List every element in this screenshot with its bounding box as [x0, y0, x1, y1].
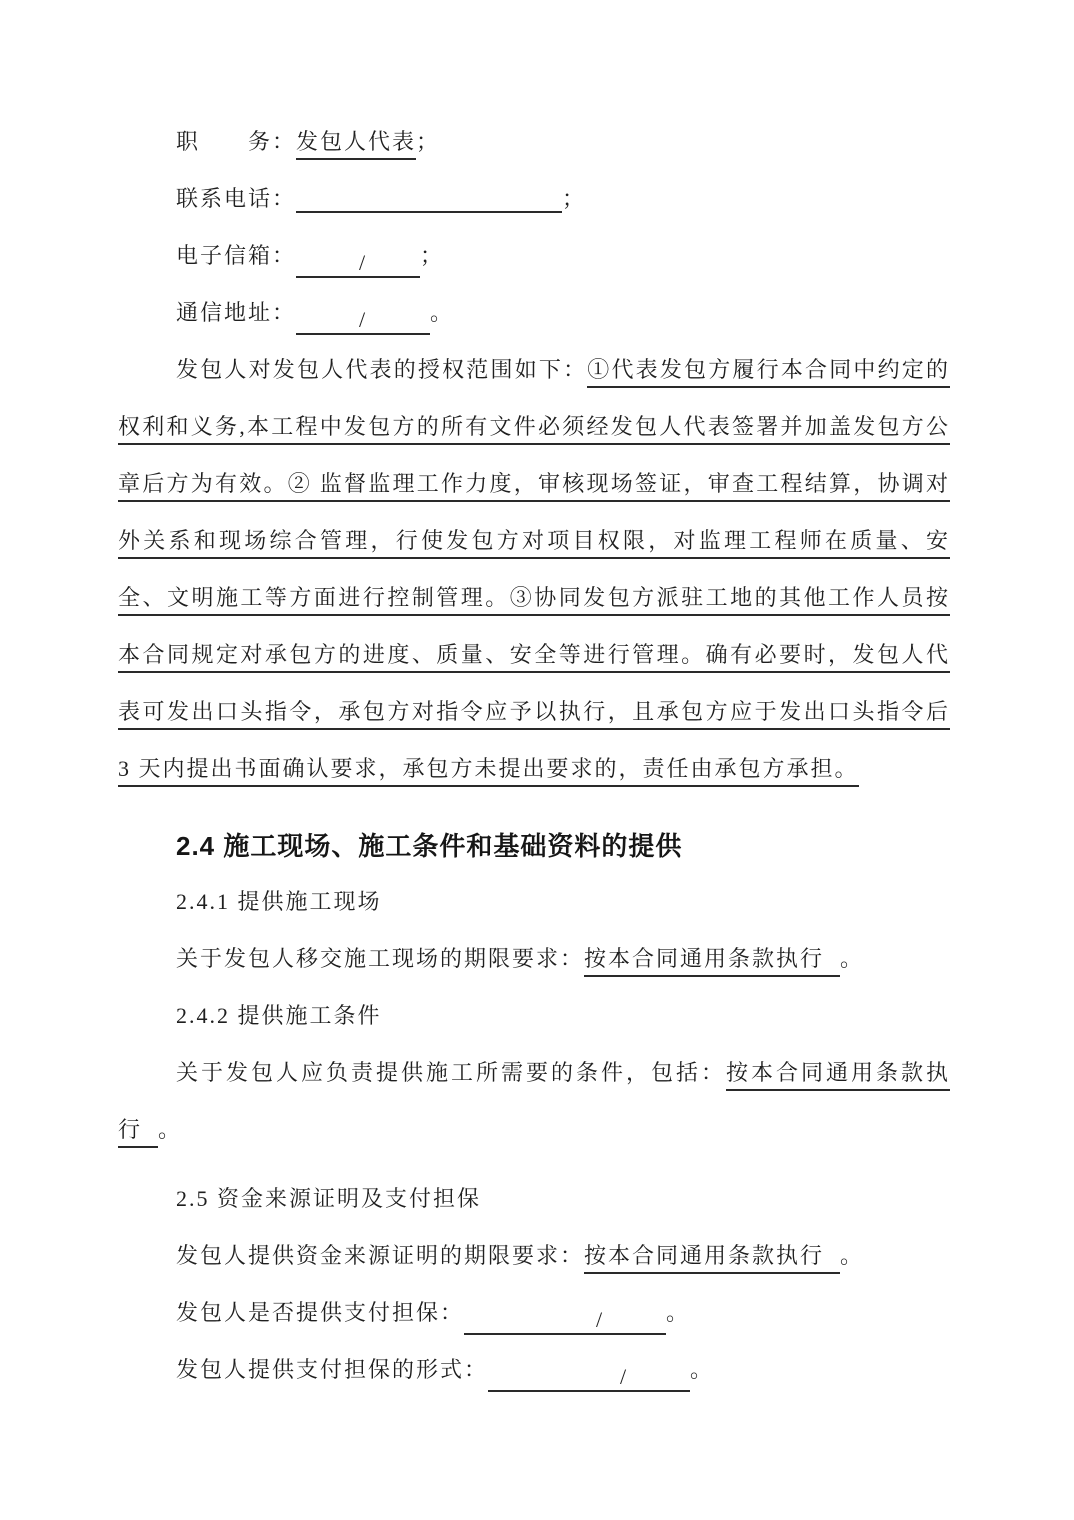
site-handover-value: 按本合同通用条款执行 [584, 946, 840, 977]
construction-conditions-suffix: 。 [158, 1117, 183, 1142]
construction-conditions-lead: 关于发包人应负责提供施工所需要的条件，包括： [176, 1060, 726, 1085]
address-line [118, 284, 950, 341]
job-title-value: 发包人代表 [296, 129, 416, 160]
site-handover-lead: 关于发包人移交施工现场的期限要求： [176, 946, 585, 971]
site-handover-suffix: 。 [840, 946, 865, 971]
authorization-underlined-text: ①代表发包方履行本合同中约定的权利和义务,本工程中发包方的所有文件必须经发包人代表签署并加盖发包方公章后方为有效。② 监督监理工作力度，审核现场签证，审查工程结算，协调对外关系和现场综合管理，行使发包方对项目权限，对监理工程师在质量、安全、文明施工等方面进行控制管理。③协同发包方派驻工地的其他工作人员按本合同规定对承包方的进度、质量、安全等进行管理。确有必要时，发包人代表可发出口头指令，承包方对指令应予以执行，且承包方应于发出口头指令后 3 天内提出书面确认要求，承包方未提出要求的，责任由承包方承担。 [118, 357, 950, 787]
email-suffix: ； [420, 243, 445, 268]
funding-proof-line [118, 1227, 950, 1284]
payment-guarantee-lead: 发包人是否提供支付担保： [176, 1300, 465, 1325]
email-blank-field: / [296, 248, 420, 278]
site-handover-line [118, 930, 950, 987]
funding-proof-value: 按本合同通用条款执行 [584, 1243, 840, 1274]
guarantee-form-line [118, 1341, 950, 1398]
address-label: 通信地址： [176, 300, 297, 325]
section-2-5-heading: 2.5 资金来源证明及支付担保 [176, 1186, 482, 1211]
phone-suffix: ； [562, 186, 587, 211]
authorization-paragraph [118, 341, 950, 797]
construction-conditions-value: 按本合同通用条款执行 [118, 1060, 950, 1148]
address-suffix: 。 [430, 300, 455, 325]
address-blank-field: / [296, 305, 430, 335]
email-label: 电子信箱： [176, 243, 297, 268]
section-2-4-1-title: 2.4.1 提供施工现场 [176, 889, 382, 914]
funding-proof-suffix: 。 [840, 1243, 865, 1268]
guarantee-form-blank-field: / [488, 1362, 690, 1392]
phone-label: 联系电话： [176, 186, 297, 211]
section-2-4-2-title: 2.4.2 提供施工条件 [176, 1003, 382, 1028]
email-line [118, 227, 950, 284]
job-title-suffix: ； [416, 129, 441, 154]
funding-proof-lead: 发包人提供资金来源证明的期限要求： [176, 1243, 585, 1268]
authorization-lead: 发包人对发包人代表的授权范围如下： [176, 357, 588, 382]
guarantee-form-lead: 发包人提供支付担保的形式： [176, 1357, 489, 1382]
payment-guarantee-suffix: 。 [666, 1300, 691, 1325]
phone-line [118, 170, 950, 227]
payment-guarantee-blank-field: / [464, 1305, 666, 1335]
section-2-4-heading: 2.4 施工现场、施工条件和基础资料的提供 [176, 831, 683, 861]
job-title-line [118, 113, 950, 170]
guarantee-form-suffix: 。 [690, 1357, 715, 1382]
payment-guarantee-line [118, 1284, 950, 1341]
construction-conditions-line [118, 1044, 950, 1158]
phone-blank-field [296, 183, 562, 213]
job-title-label: 职 务： [176, 129, 297, 154]
